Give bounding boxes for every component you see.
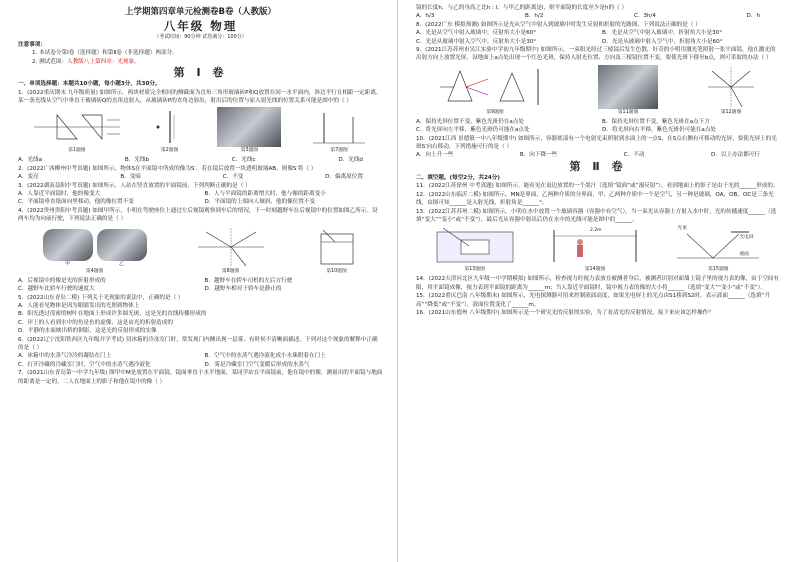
distance-label: 2.2m [589,228,602,234]
options-q8 [416,29,780,46]
figure-row-2 [18,226,383,275]
part2-heading: 第 Ⅱ 卷 [569,159,627,173]
option: B．h/2 [524,13,544,20]
options-q2 [18,173,383,181]
figure-label: 甲 [65,261,70,267]
reflection-refraction-diagram [196,226,266,268]
option: C．不变 [222,174,244,181]
option: D．偏离原位置 [325,174,363,181]
option: B．人与平面镜的距离增大时，他与像的距离变小 [204,191,326,198]
figure-q1 [32,107,122,154]
height-mirror-diagram [309,107,369,147]
figure-q10 [315,226,359,275]
options-q6 [18,352,383,369]
option: D．光线d [338,157,363,164]
mirror-diagram [150,107,190,147]
option: D．雾是冷藏室门空气变暖后形成的水蒸气 [204,361,310,368]
option: D．以上办法都可行 [710,152,760,159]
option: D．将光屏向右平移，紫色光斑仍可能在a点处 [602,127,717,134]
figure-caption: 第8题图 [221,268,240,274]
question-2: 2．(2022广西柳州中考真题) 如图所示，物体S在平面镜中所成的像为S′。若在镜后放置一块透明玻璃AB，则像S′将（ ） [18,165,317,172]
option: D．平面镜的上端向人倾斜，他的像位置不变 [204,199,316,206]
figure-caption: 第14题图 [584,267,606,273]
exam-meta: （考试时间：90分钟 试卷满分：100分） [154,34,247,40]
figure-caption: 第15题图 [708,267,729,273]
figure-caption: 第13题图 [464,267,485,273]
question-3: 3．(2022湖南益阳中考真题) 如图所示，人站在竖直放置的平面镜前，下列判断正确的是（ ） [18,182,251,189]
part1-heading: 第 Ⅰ 卷 [173,66,228,80]
liquid-surface-label: 液面 [739,252,749,258]
figure-caption: 第10题图 [326,268,347,274]
option: A．h/3 [416,13,435,20]
option: C．将光屏向左平移，紫色光斑仍可能在a点处 [416,127,530,134]
figure-caption: 第4题图 [85,268,104,274]
option: B．阳光透过茂密的树叶在地面上形成许多圆光斑，这是光的直线传播形成的 [18,311,207,318]
figure-caption: 第3题图 [240,148,259,154]
rearview-mirror-photo [97,229,147,261]
question-11: 11．(2022江苏徐州 中考真题) 如图所示，能看见在桌边放置的一个墨汁（选填“镜面”或“漫反射”），看到地面上的影子是由于光的______形成的。 [416,183,779,190]
question-1: 1．(2022重庆期末 九年级质量) 如图所示，两块材质完全相同的侧截面为直角三角形玻璃砖P和Q放置在同一水平面内，斜边平行且相距一定距离。某一条光线从空气中垂直于玻璃砖Q的直角边射入，从玻璃砖P的直角边射出，射出后的位置与原入射光线的位置关系可能是图中的（ ） [18,89,382,105]
options-q7 [416,12,780,20]
option: B．保持光屏位置不变，紫色光斑在a点下方 [602,118,710,125]
question-5: 5．(2022山东青岛二模) 下列关于光现象的说法中，正确的是（ ） [18,294,184,301]
section2-heading: 二、填空题。(每空2分，共24分) [416,174,500,181]
figure-caption: 第11题图 [617,109,639,115]
classroom-photo [598,65,658,109]
figure-q4 [43,229,147,275]
options-q1 [18,156,383,164]
figure-caption: 第2题图 [160,148,179,154]
notes-heading: 注意事项： [18,42,46,48]
option: C．打开冷藏的冷藏室门时，空气中的水蒸气遇冷液化 [18,361,151,368]
figure-row-1 [18,107,383,154]
figure-label: 乙 [119,261,124,267]
interface-rays-diagram [706,65,756,109]
light-beam-label: 光束 [677,226,687,232]
option: C．光是从玻璃中射入空气中，反射角大小是30° [416,38,537,45]
question-8: 8．(2022广东 模拟预测) 如图所示是光从空气中射入到玻璃中时发生反射和折射的光路图，下列说法正确的是（ ） [416,21,701,28]
option: A．光线a [18,157,43,164]
option: A．后视镜中的像是光的折射形成的 [18,277,106,284]
note-2: 2. 测试范围：人教版八上第四章：光现象。 [32,58,140,65]
option: B．越野车在轿车司机的左后方行驶 [204,277,293,284]
liquid-level-diagram [673,226,763,266]
figure-q15 [673,226,763,273]
figure-caption: 第9题图 [486,109,504,115]
note-1: 1. 本试卷分第Ⅰ卷（选择题）和第Ⅱ卷（非选择题）两部分。 [32,50,178,57]
question-9: 9．(2021江苏苏州市吴江实验中学初九年级期中) 如图所示，一束阳光经过三棱镜后发生色散，好奇的小明用激光笔照射一张平面镜，他在激光的出射方向上放置光屏，设地面上a点处出现一个红色光斑，保持入射光位置、方向及三棱镜位置不变，要使光斑下移至b点，则可采取的办法（ ） [416,47,776,62]
option: A．光是从空气中射入玻璃中，反射角大小是60° [416,30,537,37]
figure-q2 [150,107,190,154]
option: D．光是从玻璃中射入空气中，折射角大小是60° [602,38,723,45]
option: B．光线b [124,157,149,164]
option: D．h [746,13,760,20]
options-q9 [416,118,780,135]
question-7-continued: 镜的长度h，与乙的身高之比h : l，与甲乙的距离是l，则平面镜的长度至少是h的（ ） [416,5,628,11]
question-15: 15．(2022重庆巴南 八年级期末) 如图所示，光电探测器可用来控制液面高度，如果光电屏上的光点由S1移到S2时，表示液面______（选填“升高”“降低”或“不变”），液面位置变化了______m。 [416,293,771,308]
right-page [397,0,794,562]
option: C．平面镜垂直纸面向里移动，他的像位置不变 [18,199,134,206]
photo-screen-label: 光电屏 [739,235,754,241]
figure-row-3 [416,65,780,116]
option: A．冰箱中的水蒸气冷冷的凝结在门上 [18,353,112,360]
question-14: 14．(2022天津河北区九年级一中学期模拟) 如图所示，检查视力时视力表放在被测者身后，被测者识别对面墙上镜子里的视力表的像，由于空间有限，用平面镜成像，视力表到平面镜的距离为______m；当人靠近平面镜时，镜中视力表的像的大小将______（选填“变大”“变小”或“不变”）。 [416,276,780,291]
exam-title: 上学期第四章单元检测卷B卷（人教版） [125,7,276,17]
water-container-diagram [315,226,359,268]
option: A．变亮 [18,174,39,181]
option: B．光是从空气中射入玻璃中，折射角大小是30° [602,30,723,37]
figure-q12 [706,65,756,116]
glass-in-water-diagram [433,226,517,266]
option: C．光线c [231,157,256,164]
figure-q13 [433,226,517,273]
option: A．人能看见物体是因为眼睛发出的光照到物体上 [18,302,140,309]
option: A．人靠近平面镜时，他的像变大 [18,191,101,198]
option: D．越野车相对于轿车是静止的 [204,286,282,293]
figure-caption: 第12题图 [720,109,742,115]
figure-q14 [550,226,640,273]
figure-q11 [598,65,658,116]
figure-q3 [217,107,281,154]
question-12: 12．(2022山东临沂二模) 如图所示，MN是界面，乙两种介质的分界面，甲、乙两种介质中一个是空气，另一种是玻璃，OA、OB、OC是三条光线，由图可知______是入射光线，折射角是______°。 [416,191,774,207]
rearview-mirror-photo [43,229,93,261]
option: A．向上升一些 [416,152,454,159]
figure-q8 [196,226,266,275]
option: B．变暗 [120,174,141,181]
option: B．空气中的水蒸气遇冷液化成小水珠附着在门上 [204,353,326,360]
prism-diagram [32,107,122,147]
figure-caption: 第7题图 [330,148,348,154]
options-q10 [416,151,780,159]
option: C．越野车比轿车行驶的速度大 [18,286,95,293]
options-q3 [18,190,383,207]
option: A．保持光屏位置不变，紫色光斑仍在a点处 [416,118,524,125]
mirror-room-photo [217,107,281,147]
question-10: 10．(2021江西 景德镇一中八年级期中) 如图所示，容器底部有一个电射光束照射到水面上的一点S，在S点右侧有可移动的光屏，要使光屏上的光斑S′向右移动，下列措施可行的是（ ） [416,135,777,151]
option: C．3h/4 [633,13,656,20]
question-6: 6．(2022辽宁沈阳铁西区九年级开学考试) 切冰箱的冷冻室门时，常发现门内侧出现一层雾，有时侯不清晰面描述。下列对这个现象的解释中正确的是（ ） [18,336,378,351]
option: C．不动 [623,152,645,159]
options-q4 [18,277,383,294]
option: C．岸上的人看到水中的鱼是鱼的虚像，这是由光的折射造成的 [18,319,173,326]
figure-q9 [440,65,550,116]
option: D．平静的水面映出桥的倒影，这是光的反射形成的实像 [18,328,157,335]
figure-caption: 第1题图 [68,148,86,154]
figure-q7 [309,107,369,154]
question-7: 7．(2021山东青岛第一中学九年级) 图甲中M是放置在平面镜，镜面垂直于水平地面，某同学站在平面镜前，他在镜中的像，测量出的平面镜与地面的距离是一定的，二人在地面上的影子和他在镜中的像（ ） [18,370,383,385]
question-16: 16．(2021山东德州 八年级期中) 如图所示是一个研究光的反射的实验，为了看清光的反射情况，接下来应该怎样操作？ [416,309,714,316]
question-4: 4．(2022贵州贵阳中考真题) 如图甲所示，小明在驾驶座位上通过左后视镜观察到车后的情况，下一时刻越野车在后视镜中的位置如图乙所示。设两车均为向前行驶，下列说法正确的是（ ） [18,207,378,223]
option: B．向下降一些 [519,152,558,159]
exam-subtitle: 八年级 物理 [163,19,238,33]
section1-heading: 一、单项选择题：本题共10小题，每小题3分，共30分。 [18,81,161,88]
note-2-scope: 人教版八上第四章：光现象。 [67,58,140,65]
question-13: 13．(2022江苏苏州二模) 如图所示，小明在水中放置一个玻璃容器（容器中有空气），当一束光从容器上方射入水中时，光的传播速度______（选填“变大”“变小”或“不变”），最后光从容器中射出后仍在水中的光线可能是图中的______。 [416,208,777,223]
prism-dispersion-diagram [440,65,550,109]
figure-row-4 [416,226,780,273]
